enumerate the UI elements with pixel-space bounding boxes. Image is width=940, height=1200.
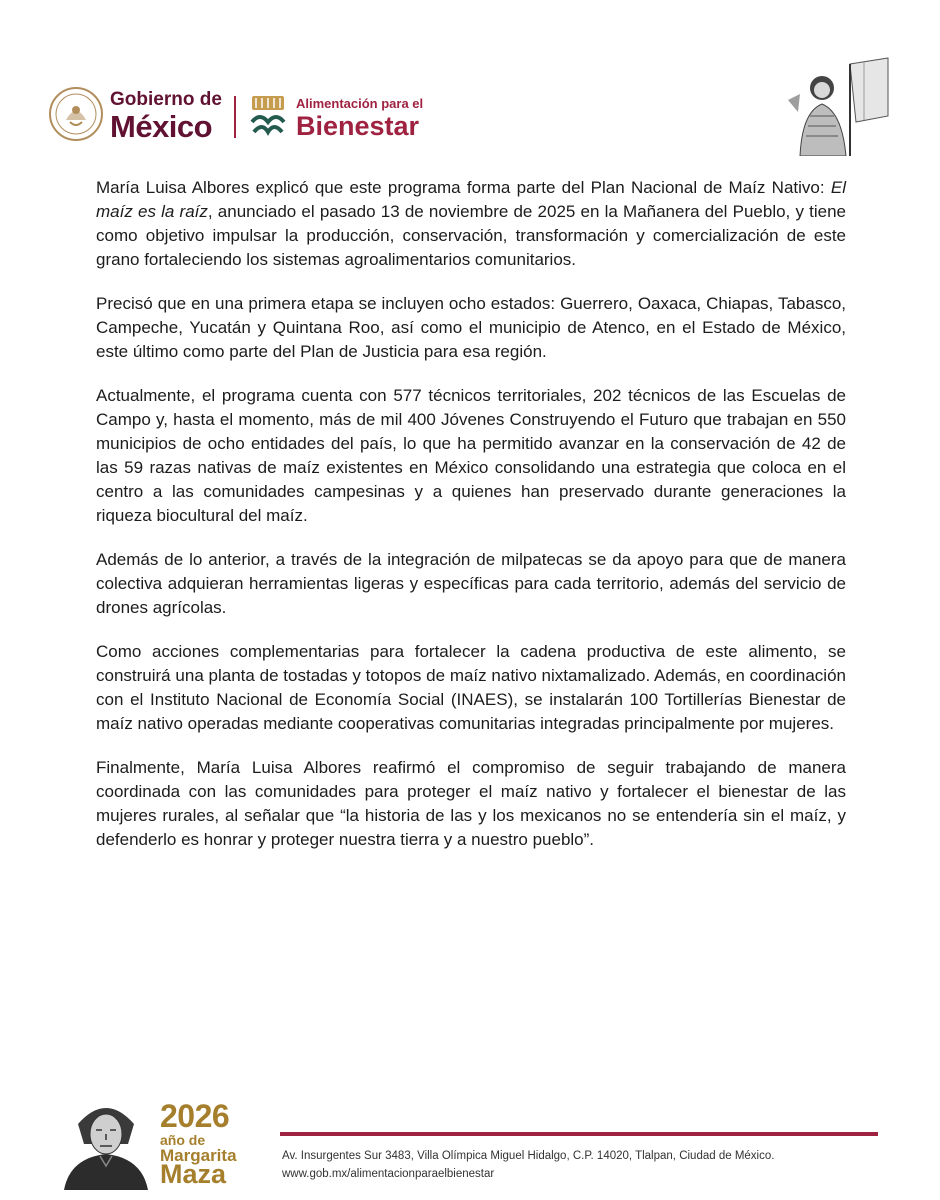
- gobierno-wordmark: [110, 90, 222, 142]
- footer-website: www.gob.mx/alimentacionparaelbienestar: [282, 1168, 495, 1180]
- bienestar-wordmark: [296, 97, 423, 140]
- mexico-seal-icon: [48, 86, 104, 142]
- footer-address: Av. Insurgentes Sur 3483, Villa Olímpica Miguel Hidalgo, C.P. 14020, Tlalpan, Ciudad de México.: [282, 1150, 775, 1162]
- paragraph-5: Como acciones complementarias para fortalecer la cadena productiva de este alimento, se construirá una planta de tostadas y totopos de maíz nativo nixtamalizado. Además, en coordinación con el Instituto Nacional de Economía Social (INAES), se instalarán 100 Tortillerías Bienestar de maíz nativo operadas mediante cooperativas comunitarias integradas principalmente por mujeres.: [96, 642, 846, 733]
- letterhead-footer: [0, 1080, 940, 1200]
- gobierno-line1: Gobierno de: [110, 89, 222, 110]
- paragraph-3: Actualmente, el programa cuenta con 577 técnicos territoriales, 202 técnicos de las Escuelas de Campo y, hasta el momento, más de mil 400 Jóvenes Construyendo el Futuro que trabajan en 550 municipios de ocho entidades del país, lo que ha permitido avanzar en la conservación de 42 de las 59 razas nativas de maíz existentes en México consolidando una estrategia que coloca en el centro a las comunidades campesinas y a quienes han preservado durante generaciones la riqueza biocultural del maíz.: [96, 386, 846, 525]
- paragraph-4: Además de lo anterior, a través de la integración de milpatecas se da apoyo para que de manera colectiva adquieran herramientas ligeras y específicas para cada territorio, además del servicio de drones agrícolas.: [96, 550, 846, 617]
- header-divider: [234, 96, 236, 138]
- footer-rule: [280, 1132, 878, 1136]
- paragraph-1: [96, 176, 846, 272]
- document-body: [96, 176, 846, 872]
- gobierno-line2: México: [110, 109, 213, 144]
- bienestar-logo-icon: [248, 92, 288, 140]
- paragraph-1-rest: , anunciado el pasado 13 de noviembre de 2025 en la Mañanera del Pueblo, y tiene como objetivo impulsar la producción, conservación, transformación y comercialización de este grano fortaleciendo los sistemas agroalimentarios comunitarios.: [96, 202, 846, 269]
- paragraph-1-lead: María Luisa Albores explicó que este programa forma parte del Plan Nacional de Maíz Nativo:: [96, 178, 831, 197]
- margarita-maza-portrait: [56, 1090, 156, 1190]
- paragraph-2: Precisó que en una primera etapa se incluyen ocho estados: Guerrero, Oaxaca, Chiapas, Tabasco, Campeche, Yucatán y Quintana Roo, así como el municipio de Atenco, en el Estado de México, este último como parte del Plan de Justicia para esa región.: [96, 294, 846, 361]
- program-line1: Alimentación para el: [296, 96, 424, 111]
- year-line2: Margarita: [160, 1146, 237, 1165]
- year-line1: año de: [160, 1132, 206, 1148]
- letterhead-header: [0, 0, 940, 170]
- plan-name-italic: El maíz es la raíz: [96, 178, 846, 221]
- paragraph-6: Finalmente, María Luisa Albores reafirmó el compromiso de seguir trabajando de manera coordinada con las comunidades para proteger el maíz nativo y fortalecer el bienestar de las mujeres rurales, al señalar que “la historia de las y los mexicanos no se entendería sin el maíz, y defenderlo es honrar y proteger nuestra tierra y a nuestro pueblo”.: [96, 758, 846, 849]
- flag-woman-illustration: [780, 56, 890, 156]
- year-number: 2026: [160, 1098, 230, 1134]
- program-line2: Bienestar: [296, 111, 420, 141]
- year-line3: Maza: [160, 1159, 227, 1189]
